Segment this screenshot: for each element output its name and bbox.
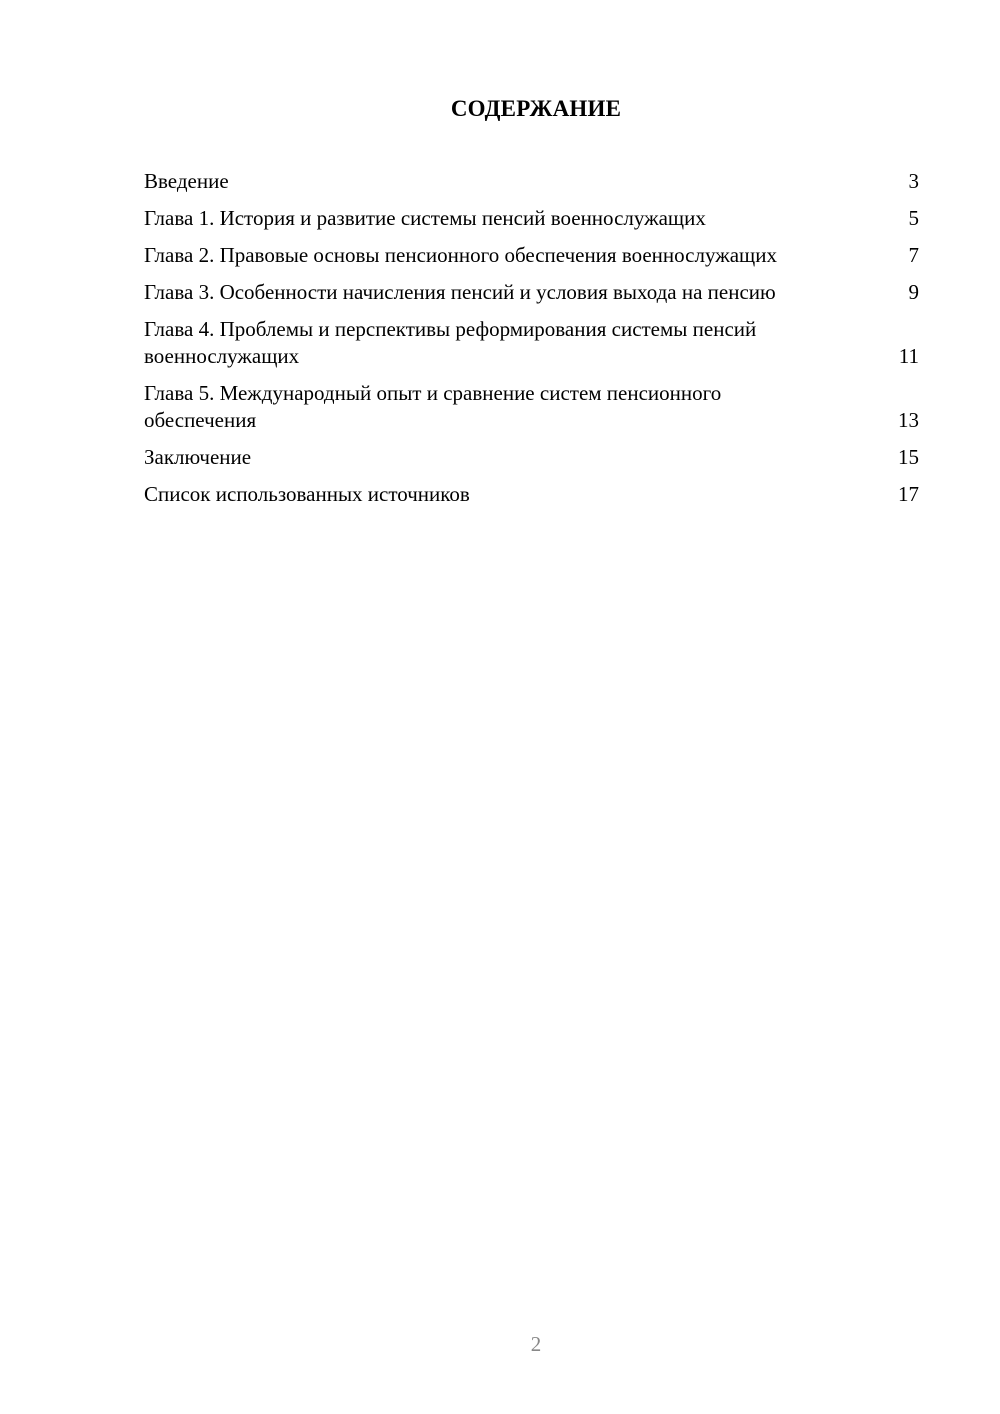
toc-entry-label: Введение: [144, 169, 229, 193]
toc-entry-label: Глава 4. Проблемы и перспективы реформирования системы пенсий военнослужащих: [144, 317, 757, 368]
table-of-contents: [144, 168, 919, 518]
toc-entry-page: 3: [908, 169, 919, 193]
toc-entry-label: Глава 2. Правовые основы пенсионного обеспечения военнослужащих: [144, 243, 777, 267]
toc-entry-page: 13: [898, 408, 919, 432]
toc-entry-chapter-3: [144, 279, 919, 306]
page-title: СОДЕРЖАНИЕ: [450, 96, 622, 121]
toc-entry-conclusion: [144, 444, 919, 471]
toc-entry-page: 5: [908, 206, 919, 230]
toc-entry-references: [144, 481, 919, 508]
toc-entry-chapter-5: [144, 380, 919, 434]
toc-entry-chapter-4: [144, 316, 919, 370]
toc-entry-page: 15: [898, 445, 919, 469]
toc-entry-label: Глава 1. История и развитие системы пенсий военнослужащих: [144, 206, 706, 230]
toc-entry-introduction: [144, 168, 919, 195]
toc-entry-page: 11: [898, 344, 919, 368]
toc-entry-chapter-2: [144, 242, 919, 269]
page-number: 2: [530, 1332, 542, 1356]
toc-entry-page: 9: [908, 280, 919, 304]
toc-entry-label: Заключение: [144, 445, 252, 469]
toc-entry-label: Глава 3. Особенности начисления пенсий и условия выхода на пенсию: [144, 280, 776, 304]
toc-entry-label: Список использованных источников: [144, 482, 470, 506]
toc-entry-page: 17: [898, 482, 919, 506]
toc-entry-chapter-1: [144, 205, 919, 232]
toc-entry-label: Глава 5. Международный опыт и сравнение систем пенсионного обеспечения: [144, 381, 722, 432]
toc-entry-page: 7: [908, 243, 919, 267]
